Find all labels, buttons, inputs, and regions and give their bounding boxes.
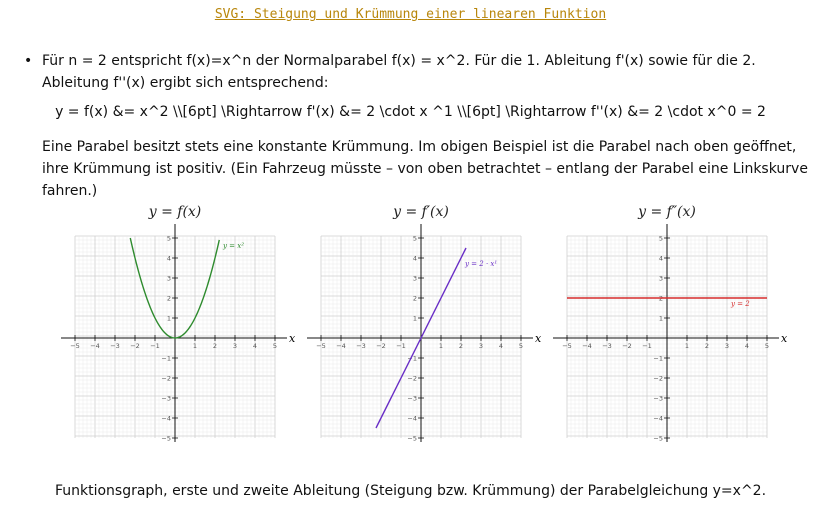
- series-label: y = 2: [731, 300, 750, 308]
- y-tick-label: 4: [412, 254, 417, 263]
- x-tick-label: 1: [438, 342, 444, 350]
- series-label: y = x²: [223, 242, 245, 250]
- y-tick-label: −3: [653, 394, 663, 403]
- x-tick-label: 5: [764, 342, 770, 350]
- bullet-text: Für n = 2 entspricht f(x)=x^n der Normalparabel f(x) = x^2. Für die 1. Ableitung f'(x) sowie für die 2. Ableitung f''(x) ergibt sich entsprechend:: [42, 53, 756, 91]
- y-tick-label: −3: [161, 394, 171, 403]
- plot-title: y = f(x): [148, 204, 202, 220]
- x-tick-label: 4: [252, 342, 258, 350]
- x-tick-label: 4: [744, 342, 750, 350]
- y-tick-label: −4: [653, 414, 663, 423]
- y-tick-label: 4: [166, 254, 171, 263]
- figure-caption: Funktionsgraph, erste und zweite Ableitung (Steigung bzw. Krümmung) der Parabelgleichung y=x^2.: [54, 483, 767, 499]
- x-tick-label: 3: [724, 342, 730, 350]
- y-tick-label: −4: [161, 414, 171, 423]
- x-tick-label: −5: [562, 342, 572, 350]
- x-tick-label: −2: [622, 342, 632, 350]
- plot-first-derivative-svg: [301, 198, 541, 458]
- formula: y = f(x) &= x^2 \\[6pt] \Rightarrow f'(x) &= 2 \cdot x ^1 \\[6pt] \Rightarrow f''(x) &= 2 \cdot x^0 = 2: [55, 104, 766, 120]
- x-tick-label: −5: [70, 342, 80, 350]
- x-tick-label: 5: [518, 342, 524, 350]
- x-axis-label: x: [781, 332, 787, 345]
- x-tick-label: 2: [458, 342, 464, 350]
- series-label: y = 2 · x¹: [465, 260, 498, 268]
- x-tick-label: −1: [396, 342, 406, 350]
- y-tick-label: −1: [161, 354, 171, 363]
- x-tick-label: −1: [642, 342, 652, 350]
- y-tick-label: 1: [412, 314, 417, 323]
- x-tick-label: −3: [602, 342, 612, 350]
- x-tick-label: −3: [110, 342, 120, 350]
- y-tick-label: 3: [412, 274, 417, 283]
- plot-second-derivative-svg: [547, 198, 787, 458]
- x-tick-label: 3: [232, 342, 238, 350]
- y-tick-label: 5: [658, 234, 663, 243]
- x-tick-label: −5: [316, 342, 326, 350]
- x-tick-label: −4: [90, 342, 100, 350]
- plot-title: y = f″(x): [638, 204, 696, 220]
- y-tick-label: 3: [658, 274, 663, 283]
- y-tick-label: −2: [407, 374, 417, 383]
- plot-second-derivative: [547, 198, 787, 458]
- bullet-glyph: •: [24, 53, 33, 69]
- y-tick-label: −4: [407, 414, 417, 423]
- y-tick-label: −5: [653, 434, 663, 443]
- y-tick-label: 2: [658, 294, 663, 303]
- y-tick-label: 3: [166, 274, 171, 283]
- y-tick-label: 2: [166, 294, 171, 303]
- x-tick-label: 2: [704, 342, 710, 350]
- x-tick-label: −3: [356, 342, 366, 350]
- x-tick-label: −4: [336, 342, 346, 350]
- x-tick-label: 4: [498, 342, 504, 350]
- y-tick-label: 1: [166, 314, 171, 323]
- y-tick-label: 2: [412, 294, 417, 303]
- x-axis-label: x: [535, 332, 541, 345]
- x-tick-label: 2: [212, 342, 218, 350]
- plot-title: y = f′(x): [393, 204, 449, 220]
- y-tick-label: −2: [161, 374, 171, 383]
- y-tick-label: 1: [658, 314, 663, 323]
- plot-first-derivative: [301, 198, 541, 458]
- bullet-item: [18, 50, 803, 94]
- x-tick-label: −1: [150, 342, 160, 350]
- x-axis-label: x: [289, 332, 295, 345]
- x-tick-label: 1: [192, 342, 198, 350]
- y-tick-label: −5: [407, 434, 417, 443]
- y-tick-label: −5: [161, 434, 171, 443]
- x-tick-label: 3: [478, 342, 484, 350]
- x-tick-label: −2: [376, 342, 386, 350]
- plot-function-svg: [55, 198, 295, 458]
- y-tick-label: −1: [407, 354, 417, 363]
- svg-link[interactable]: SVG: Steigung und Krümmung einer linearen Funktion: [214, 7, 607, 22]
- plot-function: [55, 198, 295, 458]
- x-tick-label: 5: [272, 342, 278, 350]
- y-tick-label: −2: [653, 374, 663, 383]
- x-tick-label: −4: [582, 342, 592, 350]
- paragraph: Eine Parabel besitzt stets eine konstante Krümmung. Im obigen Beispiel ist die Parabel nach oben geöffnet, ihre Krümmung ist positiv. (Ein Fahrzeug müsste – von oben betrachtet – entlang der Parabel eine Linkskurve fahren.): [42, 139, 808, 199]
- y-tick-label: 4: [658, 254, 663, 263]
- y-tick-label: 5: [412, 234, 417, 243]
- x-tick-label: −2: [130, 342, 140, 350]
- y-tick-label: −3: [407, 394, 417, 403]
- y-tick-label: −1: [653, 354, 663, 363]
- y-tick-label: 5: [166, 234, 171, 243]
- x-tick-label: 1: [684, 342, 690, 350]
